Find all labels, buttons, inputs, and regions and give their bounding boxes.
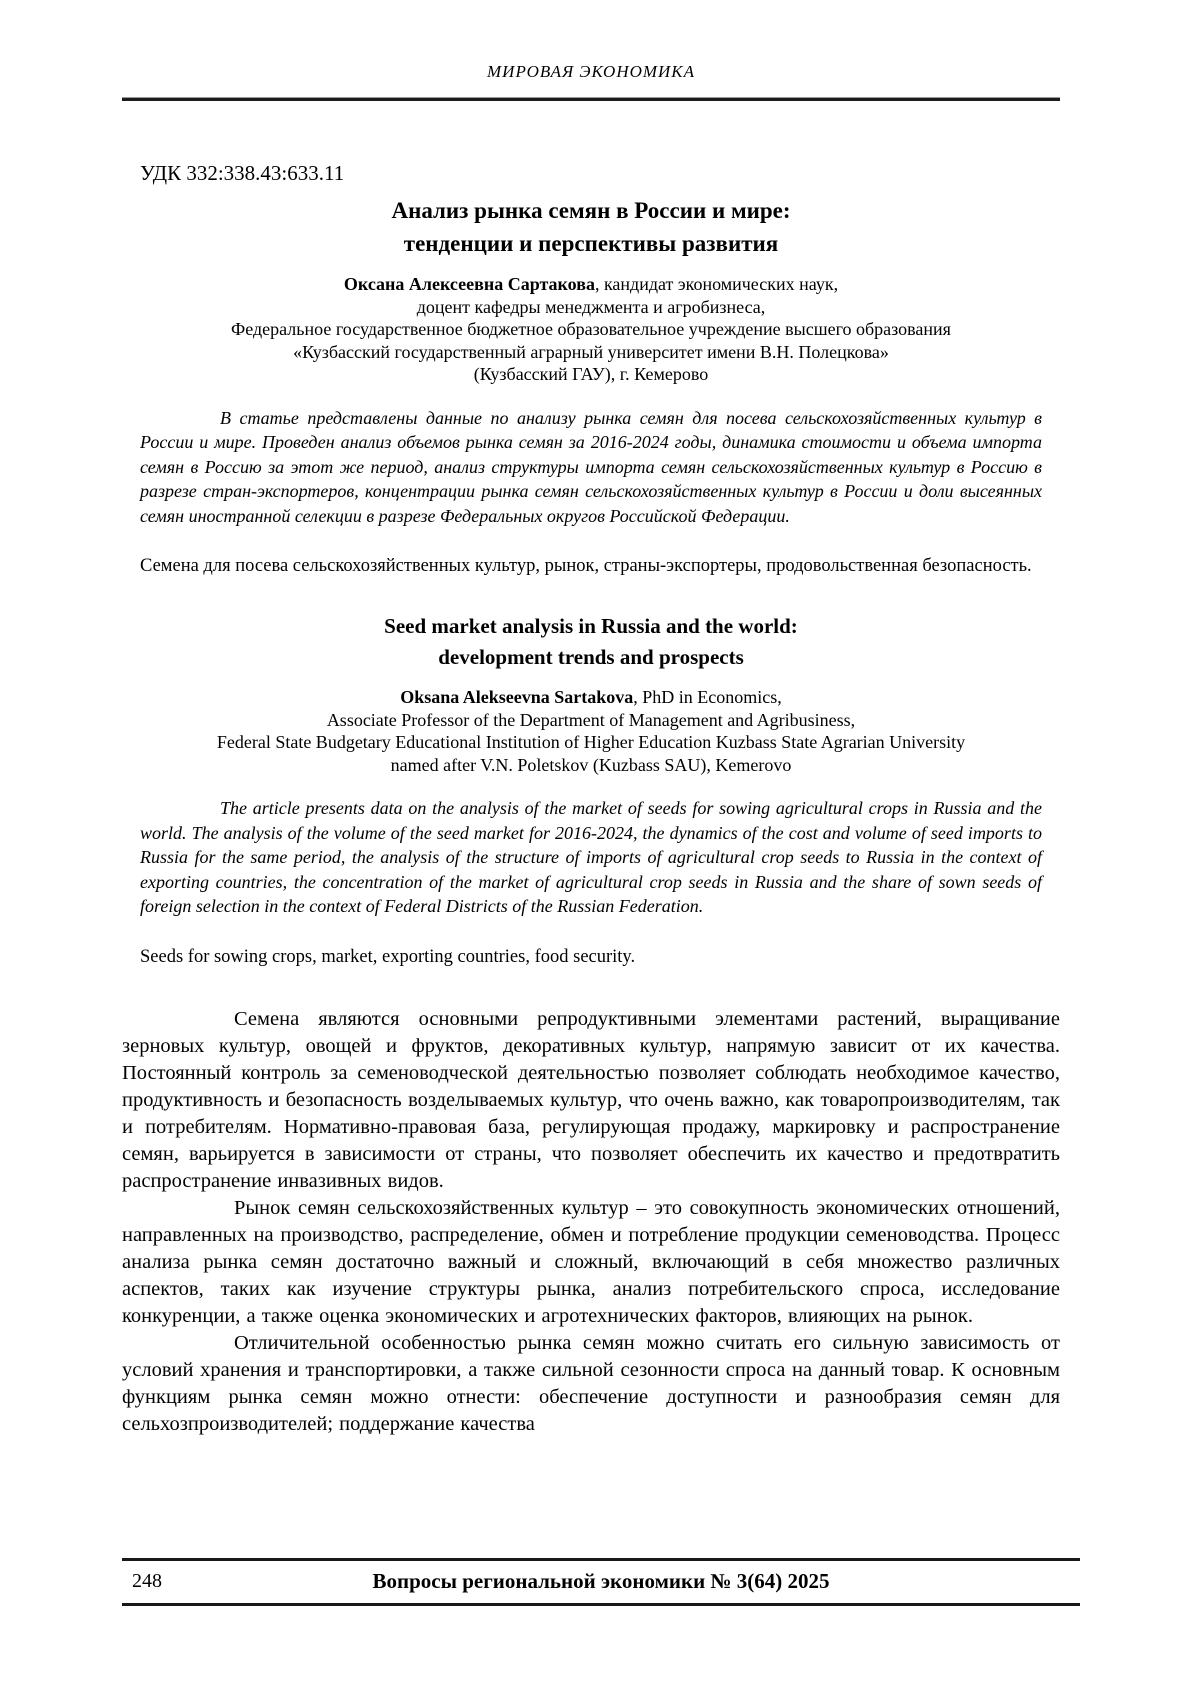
body-paragraph: Рынок семян сельскохозяйственных культур – это совокупность экономических отношений, направленных на производство, распределение, обмен и потребление продукции семеноводства. Процесс анализа рынка семян достаточно важный и сложный, включающий в себя множество различных аспектов, таких как изучение структуры рынка, анализ потребительского спроса, исследование конкуренции, а также оценка экономических и агротехнических факторов, влияющих на рынок. [122, 1196, 1060, 1327]
author-line-en [122, 686, 1060, 709]
author-line-ru [122, 273, 1060, 296]
affiliation-line-ru: «Кузбасский государственный аграрный университет имени В.Н. Полецкова» [293, 341, 889, 362]
page-number: 248 [132, 1570, 162, 1592]
footer-row [122, 1569, 1080, 1594]
author-name-ru: Оксана Алексеевна Сартакова [343, 274, 595, 294]
abstract-en: The article presents data on the analysis of the market of seeds for sowing agricultural crops in Russia and the world. The analysis of the volume of the seed market for 2016-2024, the dynamics of the cost and volume of seed imports to Russia for the same period, the analysis of the structure of imports of agricultural crop seeds to Russia in the context of exporting countries, the concentration of the market of agricultural crop seeds in Russia and the share of sown seeds of foreign selection in the context of Federal Districts of the Russian Federation. [140, 798, 1042, 916]
author-name-en: Oksana Alekseevna Sartakova [400, 687, 634, 707]
journal-title: Вопросы региональной экономики № 3(64) 2025 [372, 1569, 830, 1593]
keywords-en: Seeds for sowing crops, market, exporting countries, food security. [140, 946, 636, 967]
affiliation-line-en: named after V.N. Poletskov (Kuzbass SAU), Kemerovo [390, 754, 792, 775]
article-body [122, 1006, 1060, 1438]
abstract-ru: В статье представлены данные по анализу рынка семян для посева сельскохозяйственных культур в России и мире. Проведен анализ объемов рынка семян за 2016-2024 годы, динамика стоимости и объема импорта семян в Россию за этот же период, анализ структуры импорта семян сельскохозяйственных культур в Россию в разрезе стран-экспортеров, концентрации рынка семян сельскохозяйственных культур в России и доли высеянных семян иностранной селекции в разрезе Федеральных округов Российской Федерации. [140, 407, 1042, 526]
article-title-ru-line1: Анализ рынка семян в России и мире: [391, 198, 791, 223]
udc-code: УДК 332:338.43:633.11 [140, 161, 345, 185]
author-block-ru [122, 273, 1060, 386]
article-title-ru-line2: тенденции и перспективы развития [403, 231, 779, 256]
affiliation-line-ru: (Кузбасский ГАУ), г. Кемерово [473, 364, 709, 384]
article-title-en [122, 611, 1060, 673]
body-paragraph: Семена являются основными репродуктивными элементами растений, выращивание зерновых культур, овощей и фруктов, декоративных культур, напрямую зависит от их качества. Постоянный контроль за семеноводческой деятельностью позволяет соблюдать необходимое качество, продуктивность и безопасность возделываемых культур, что очень важно, как товаропроизводителям, так и потребителям. Нормативно-правовая база, регулирующая продажу, маркировку и распространение семян, варьируется в зависимости от страны, что позволяет обеспечить их качество и предотвратить распространение инвазивных видов. [122, 1007, 1060, 1192]
article-title-en-line1: Seed market analysis in Russia and the world: [384, 614, 798, 638]
running-head: МИРОВАЯ ЭКОНОМИКА [487, 62, 695, 81]
keywords-ru: Семена для посева сельскохозяйственных культур, рынок, страны-экспортеры, продовольственная безопасность. [140, 556, 1032, 576]
body-paragraph: Отличительной особенностью рынка семян можно считать его сильную зависимость от условий хранения и транспортировки, а также сильной сезонности спроса на данный товар. К основным функциям рынка семян можно отнести: обеспечение доступности и разнообразия семян для сельхозпроизводителей; поддержание качества [122, 1331, 1060, 1435]
affiliation-line-ru: доцент кафедры менеджмента и агробизнеса, [416, 296, 766, 317]
affiliation-line-en: Associate Professor of the Department of Management and Agribusiness, [326, 709, 856, 730]
page-content [122, 0, 1060, 1438]
author-regalia-ru: , кандидат экономических наук, [594, 274, 839, 294]
header-rule [122, 97, 1060, 101]
page-footer [122, 1558, 1080, 1606]
author-regalia-en: , PhD in Economics, [633, 687, 782, 707]
affiliation-line-en: Federal State Budgetary Educational Institution of Higher Education Kuzbass State Agrarian University [216, 732, 966, 752]
article-title-ru [122, 194, 1060, 260]
author-block-en [122, 686, 1060, 776]
article-title-en-line2: development trends and prospects [438, 645, 744, 669]
affiliation-line-ru: Федеральное государственное бюджетное образовательное учреждение высшего образования [231, 319, 951, 339]
